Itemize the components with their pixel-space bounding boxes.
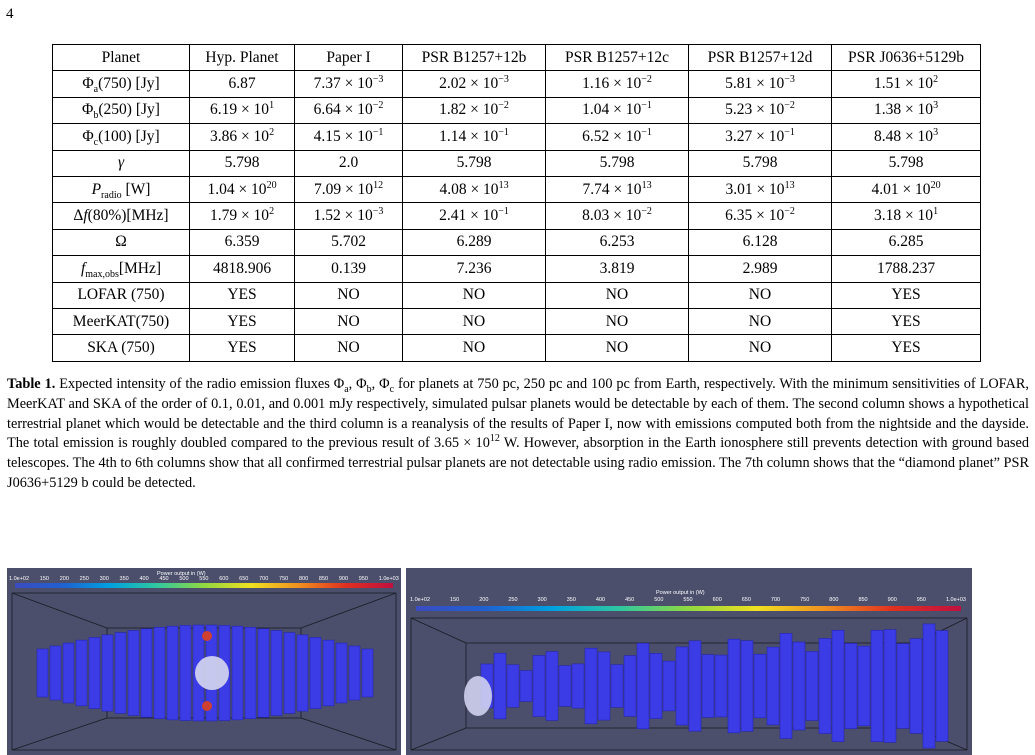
table-cell: 4818.906 [190,256,295,282]
table-cell: $2.41 \times 10^{-1}$ [403,203,546,229]
colorbar-tick-label: 150 [39,576,49,582]
emission-cell [897,644,909,729]
emission-cell [637,643,649,729]
colorbar-tick-label: 600 [712,597,722,603]
colorbar-tick-label: 650 [239,576,249,582]
table-cell: $1.04 \times 10^{20}$ [190,176,295,202]
colorbar-tick-label: 250 [508,597,518,603]
emission-cell [676,647,688,725]
emission-cell [494,653,506,719]
emission-cell [910,639,922,734]
table-row [53,150,981,176]
planet [195,656,229,690]
colorbar-tick-label: 600 [219,576,229,582]
table-body [53,71,981,361]
header-cell: Paper I [295,45,403,71]
row-label-cell: SKA (750) [53,335,190,361]
emission-cell [115,633,126,714]
colorbar-tick-label: 900 [887,597,897,603]
table-cell: $7.09 \times 10^{12}$ [295,176,403,202]
table-cell: $5.23 \times 10^{-2}$ [689,97,832,123]
table-cell: $1.16 \times 10^{-2}$ [546,71,689,97]
table-cell: $4.15 \times 10^{-1}$ [295,124,403,150]
table-row [53,229,981,255]
figure-left-simulation [7,568,401,755]
colorbar-tick-label: 1.0e+03 [378,576,399,582]
emission-cell [102,635,113,711]
grid-line [301,593,396,628]
table-cell: $2.02 \times 10^{-3}$ [403,71,546,97]
emission-cell [767,647,779,725]
planet [464,676,492,716]
caption-label: Table 1. [7,376,56,392]
emission-cell [232,626,243,720]
emission-cell [258,629,269,718]
emission-cell [806,651,818,720]
emission-cell [533,655,545,716]
row-label-cell: MeerKAT(750) [53,308,190,334]
emission-cell [154,627,165,718]
emission-cell [50,646,61,700]
colorbar-tick-label: 900 [338,576,349,582]
table-cell: 6.87 [190,71,295,97]
colorbar-tick-label: 550 [683,597,693,603]
table-cell: NO [295,308,403,334]
header-cell: PSR B1257+12d [689,45,832,71]
colorbar-tick-label: 700 [259,576,269,582]
table-cell: YES [190,282,295,308]
results-table [52,44,981,362]
colorbar-tick-label: 650 [741,597,751,603]
header-cell: PSR B1257+12b [403,45,546,71]
table-cell: $8.48 \times 10^3$ [832,124,981,150]
table-cell: $6.64 \times 10^{-2}$ [295,97,403,123]
header-cell: PSR J0636+5129b [832,45,981,71]
grid-line [12,718,107,750]
caption-text: Expected intensity of the radio emission fluxes $\Phi_a$, $\Phi_b$, $\Phi_c$ for planets at 750 pc, 250 pc and 100 pc from Earth, respectively. With the minimum sensitivities of LOFAR, MeerKAT and SKA of the order of 0.1, 0.01, and 0.001 mJy respectively, simulated pulsar planets would be detectable by each of them. The second column shows a hypothetical terrestrial planet which would be detectable and the third column is a reanalysis of the results of Paper I, now with emissions computed both from the nightside and the dayside. The total emission is roughly doubled compared to the previous result of $3.65 \times 10^{12}$ W. However, absorption in the Earth ionosphere still prevents detection with ground based telescopes. The 4th to 6th columns show that all confirmed terrestrial pulsar planets are not detectable using radio emission. The 7th column shows that the “diamond planet” PSR J0636+5129 b could be detected. [7,376,1029,491]
emission-cell [702,655,714,718]
table-row [53,308,981,334]
grid-line [301,718,396,750]
emission-cell [63,643,74,703]
table-cell: 7.236 [403,256,546,282]
grid-line [12,593,107,628]
emission-cell [180,625,191,720]
table-cell: $3.18 \times 10^1$ [832,203,981,229]
table-cell: $3.27 \times 10^{-1}$ [689,124,832,150]
table-cell: $7.37 \times 10^{-3}$ [295,71,403,97]
table-cell: $4.08 \times 10^{13}$ [403,176,546,202]
emission-cell [245,627,256,718]
figure-right-simulation [406,568,972,755]
emission-cell [624,656,636,717]
colorbar-tick-label: 1.0e+03 [945,597,966,603]
colorbar-tick-label: 300 [99,576,109,582]
table-cell: $1.79 \times 10^2$ [190,203,295,229]
colorbar-tick-label: 950 [358,576,368,582]
table-cell: 0.139 [295,256,403,282]
table-header-row [53,45,981,71]
page-number: 4 [6,6,14,22]
table-cell: YES [190,335,295,361]
table-cell: $1.51 \times 10^2$ [832,71,981,97]
table-cell: YES [832,282,981,308]
table-cell: NO [403,335,546,361]
emission-cell [611,665,623,708]
colorbar-tick-label: 1.0e+02 [9,576,30,582]
table-cell: $7.74 \times 10^{13}$ [546,176,689,202]
table-cell: NO [546,335,689,361]
table-cell: NO [546,308,689,334]
emission-cell [310,637,321,708]
grid-line [411,618,466,643]
simulation-render-right [406,568,972,755]
table-cell: $4.01 \times 10^{20}$ [832,176,981,202]
table-row [53,203,981,229]
table-cell: 1788.237 [832,256,981,282]
colorbar-tick-label: 800 [298,576,309,582]
row-label-cell: LOFAR (750) [53,282,190,308]
table-cell: $6.19 \times 10^1$ [190,97,295,123]
table-cell: 5.798 [190,150,295,176]
emission-cell [858,646,870,726]
table-cell: $6.35 \times 10^{-2}$ [689,203,832,229]
emission-cell [598,652,610,720]
table-cell: $6.52 \times 10^{-1}$ [546,124,689,150]
table-cell: NO [295,282,403,308]
emission-cell [37,649,48,697]
table-cell: $3.01 \times 10^{13}$ [689,176,832,202]
colorbar-tick-label: 300 [537,597,547,603]
grid-line [411,728,466,750]
emission-cell [167,626,178,720]
table-cell: NO [689,308,832,334]
table-caption [7,375,1029,494]
row-label-cell: $\Phi_a(750)$ [Jy] [53,71,190,97]
colorbar-tick-label: 700 [770,597,781,603]
emission-cell [715,655,727,717]
row-label-cell: $P_{radio}$ [W] [53,176,190,202]
table-row [53,256,981,282]
table-cell: 6.128 [689,229,832,255]
emission-cell [559,666,571,707]
table-cell: NO [295,335,403,361]
colorbar-title: Power output in (W) [157,571,206,577]
emission-cell [780,633,792,738]
table-row [53,176,981,202]
emission-cell [520,671,532,702]
hotspot [202,701,212,711]
colorbar-tick-label: 350 [566,597,576,603]
colorbar-tick-label: 800 [829,597,839,603]
table-row [53,97,981,123]
colorbar-tick-label: 450 [625,597,635,603]
table-cell: 6.253 [546,229,689,255]
row-label-cell: γ [53,150,190,176]
table-cell: $5.81 \times 10^{-3}$ [689,71,832,97]
table-row [53,71,981,97]
header-cell: Planet [53,45,190,71]
emission-cell [754,654,766,718]
emission-cell [323,640,334,706]
table-cell: YES [832,335,981,361]
row-label-cell: $f_{max,obs}[MHz]$ [53,256,190,282]
colorbar-title: Power output in (W) [656,590,705,596]
table-cell: $1.38 \times 10^3$ [832,97,981,123]
emission-cell [741,641,753,732]
emission-cell [884,630,896,743]
colorbar-tick-label: 150 [450,597,460,603]
emission-cell [832,630,844,741]
emission-cell [728,639,740,733]
colorbar-tick-label: 400 [595,597,606,603]
table-cell: 3.819 [546,256,689,282]
emission-cell [76,640,87,706]
row-label-cell: Δf(80%)[MHz] [53,203,190,229]
colorbar-tick-label: 1.0e+02 [410,597,431,603]
table-row [53,335,981,361]
colorbar-tick-label: 550 [199,576,209,582]
table-cell: YES [190,308,295,334]
emission-cell [271,631,282,716]
table-cell: 5.798 [832,150,981,176]
table-cell: $1.14 \times 10^{-1}$ [403,124,546,150]
colorbar-tick-label: 250 [79,576,89,582]
table-cell: YES [832,308,981,334]
emission-cell [793,642,805,730]
emission-cell [572,664,584,708]
colorbar-tick-label: 850 [858,597,868,603]
emission-cell [845,643,857,728]
hotspot [202,631,212,641]
table-cell: NO [689,282,832,308]
emission-cell [336,643,347,703]
colorbar-tick-label: 400 [139,576,149,582]
emission-cell [650,653,662,718]
table-cell: NO [403,282,546,308]
emission-cell [89,637,100,708]
simulation-render-left [7,568,401,755]
emission-cell [297,635,308,711]
emission-cell [128,631,139,716]
header-cell: Hyp. Planet [190,45,295,71]
colorbar-tick-label: 500 [654,597,664,603]
row-label-cell: $\Phi_c(100)$ [Jy] [53,124,190,150]
table-cell: NO [546,282,689,308]
colorbar-tick-label: 500 [179,576,189,582]
table-cell: 2.989 [689,256,832,282]
row-label-cell: Ω [53,229,190,255]
table-cell: $8.03 \times 10^{-2}$ [546,203,689,229]
table-cell: $1.82 \times 10^{-2}$ [403,97,546,123]
table-cell: 2.0 [295,150,403,176]
table-cell: 5.702 [295,229,403,255]
emission-cell [507,665,519,707]
colorbar-tick-label: 750 [279,576,289,582]
emission-cell [819,638,831,733]
colorbar-tick-label: 350 [119,576,129,582]
header-cell: PSR B1257+12c [546,45,689,71]
colorbar-tick-label: 450 [159,576,169,582]
colorbar-tick-label: 200 [479,597,489,603]
emission-cell [349,646,360,700]
table-cell: 5.798 [546,150,689,176]
emission-cell [284,633,295,714]
emission-cell [871,630,883,741]
table-cell: 6.285 [832,229,981,255]
table-row [53,282,981,308]
table-cell: 5.798 [403,150,546,176]
colorbar-tick-label: 750 [800,597,810,603]
table-cell: 5.798 [689,150,832,176]
emission-cell [585,648,597,724]
colorbar-tick-label: 950 [916,597,926,603]
emission-cell [362,649,373,697]
table-cell: $1.52 \times 10^{-3}$ [295,203,403,229]
table-row [53,124,981,150]
table-cell: NO [403,308,546,334]
emission-cell [663,661,675,711]
emission-cell [936,631,948,742]
emission-cell [689,641,701,731]
emission-cell [923,624,935,748]
colorbar-tick-label: 200 [59,576,69,582]
table-cell: $1.04 \times 10^{-1}$ [546,97,689,123]
colorbar-tick-label: 850 [318,576,329,582]
row-label-cell: $\Phi_b(250)$ [Jy] [53,97,190,123]
table-cell: $3.86 \times 10^2$ [190,124,295,150]
emission-cell [141,629,152,718]
table-cell: 6.289 [403,229,546,255]
table-cell: NO [689,335,832,361]
table-cell: 6.359 [190,229,295,255]
emission-cell [546,652,558,721]
